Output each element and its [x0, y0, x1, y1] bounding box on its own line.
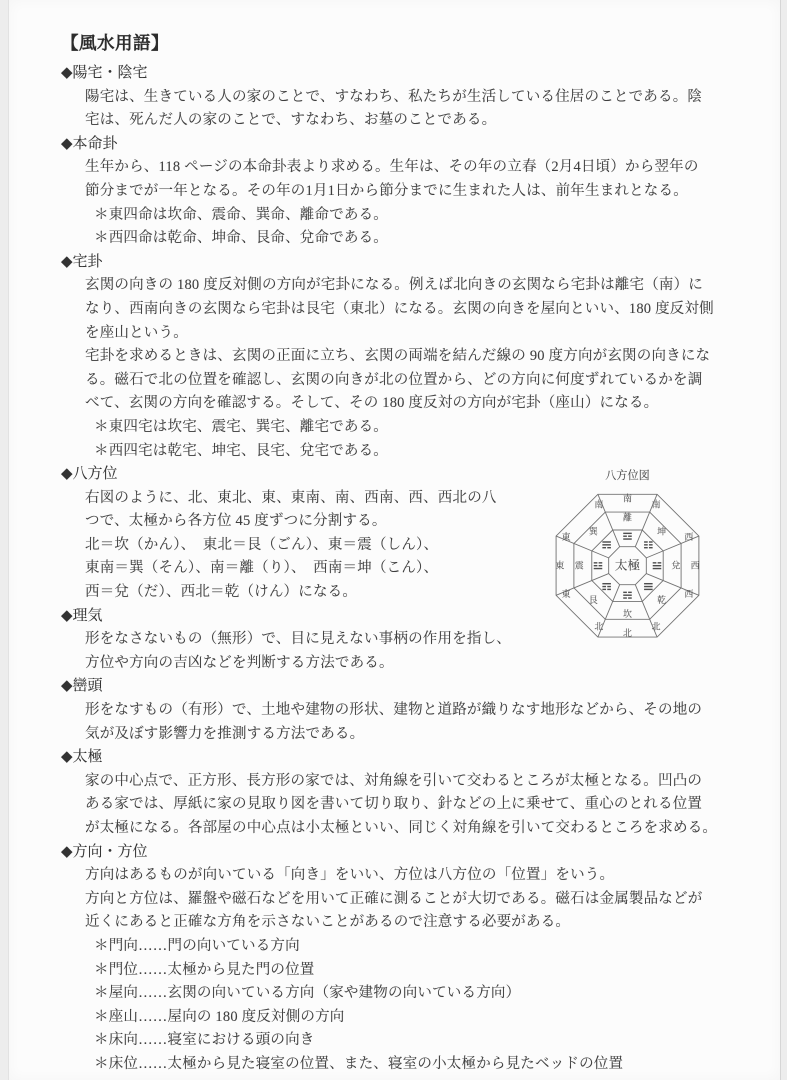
direction-northwest-label: 西 [684, 589, 694, 600]
text-line: ＊屋向……玄関の向いている方向（家や建物の向いている方向） [94, 985, 521, 1002]
text-line: 家の中心点で、正方形、長方形の家では、対角線を引いて交わるところが太極となる。凹凸の [85, 772, 703, 789]
section-heading-honmeika: ◆本命卦 [61, 135, 118, 152]
text-line: べて、玄関の方向を確認する。そして、その 180 度反対の方向が宅卦（座山）になる。 [85, 395, 659, 412]
section-heading-happoui: ◆八方位 [61, 466, 118, 483]
text-line: 近くにあると正確な方角を示さないことがあるので注意する必要がある。 [85, 914, 571, 931]
section-taikyoku [61, 746, 744, 840]
text-line: ＊西四宅は乾宅、坤宅、艮宅、兌宅である。 [94, 442, 388, 459]
direction-southeast-label: 東 [561, 532, 571, 543]
trigram-kan-label: 坎 [623, 609, 632, 620]
text-line: が太極になる。各部屋の中心点は小太極といい、同じく対角線を引いて交わるところを求める。 [85, 820, 718, 836]
trigram-gon-icon [602, 583, 611, 590]
text-line: ＊東四宅は坎宅、震宅、巽宅、離宅である。 [94, 418, 388, 435]
section-heading-houkou-houi: ◆方向・方位 [61, 843, 148, 860]
trigram-kon-label: 坤 [657, 526, 667, 537]
text-line: 西＝兌（だ）、西北＝乾（けん）になる。 [85, 584, 358, 601]
section-heading-youtaku-intaku: ◆陽宅・陰宅 [61, 65, 148, 81]
text-line: 右図のように、北、東北、東、東南、南、西南、西、西北の八 [85, 489, 497, 506]
text-line: 宅卦を求めるときは、玄関の正面に立ち、玄関の両端を結んだ線の 90 度方向が玄関の向きにな [85, 348, 711, 365]
text-line: 宅は、死んだ人の家のことで、すなわち、お墓のことである。 [85, 112, 497, 129]
direction-northeast-label: 東 [561, 589, 571, 600]
text-line: 生年から、118 ページの本命卦表より求める。生年は、その年の立春（2月4日頃）から翌年の [85, 159, 699, 176]
text-line: る。磁石で北の位置を確認し、玄関の向きが北の位置から、どの方向に何度ずれているかを調 [85, 371, 703, 388]
text-line: 北＝坎（かん）、 東北＝艮（ごん）、東＝震（しん）、 [85, 536, 439, 553]
direction-southeast-label: 南 [594, 499, 604, 510]
text-line: 東南＝巽（そん）、南＝離（り）、 西南＝坤（こん）、 [85, 560, 439, 577]
text-line: 陽宅は、生きている人の家のことで、すなわち、私たちが生活している住居のことである。陰 [85, 88, 703, 105]
direction-north-label: 北 [623, 627, 632, 638]
trigram-shin-label: 震 [574, 560, 584, 571]
section-heading-riki: ◆理気 [61, 607, 103, 624]
text-line: ＊西四命は乾命、坤命、艮命、兌命である。 [94, 230, 388, 247]
trigram-da-icon [653, 562, 662, 569]
section-honmeika [61, 133, 744, 251]
direction-south-label: 南 [623, 493, 632, 504]
text-line: ＊座山……屋向の 180 度反対側の方向 [94, 1008, 345, 1025]
text-line: ＊床位……太極から見た寝室の位置、また、寝室の小太極から見たベッドの位置 [94, 1055, 624, 1072]
eight-directions-figure [544, 465, 712, 643]
section-heading-ranto: ◆巒頭 [61, 678, 103, 695]
text-line: なり、西南向きの玄関なら宅卦は艮宅（東北）になる。玄関の向きを屋向といい、180 度反対側 [85, 300, 714, 317]
section-youtaku-intaku [61, 62, 744, 133]
scanned-page [8, 0, 781, 1080]
text-line: ＊床向……寝室における頭の向き [94, 1032, 315, 1049]
text-line: つで、太極から各方位 45 度ずつに分割する。 [85, 513, 387, 530]
diagram-center-label: 太極 [614, 558, 641, 573]
trigram-ri-icon [623, 533, 632, 540]
text-line: ＊門位……太極から見た門の位置 [94, 961, 315, 978]
text-line: ＊東四命は坎命、震命、巽命、離命である。 [94, 206, 388, 223]
trigram-ken-icon [644, 583, 653, 590]
trigram-kon-icon [644, 541, 653, 548]
trigram-son-icon [602, 541, 611, 548]
page-title: 【風水用語】 [61, 33, 169, 53]
document-content [61, 30, 744, 1077]
text-line: 形をなさないもの（無形）で、目に見えない事柄の作用を指し、 [85, 631, 512, 648]
text-line: 玄関の向きの 180 度反対側の方向が宅卦になる。例えば北向きの玄関なら宅卦は離宅（南）に [85, 277, 703, 294]
trigram-ken-label: 乾 [657, 594, 667, 605]
direction-east-label: 東 [555, 560, 565, 571]
trigram-son-label: 巽 [588, 526, 598, 537]
trigram-kan-icon [623, 592, 632, 599]
section-heading-taikyoku: ◆太極 [61, 749, 103, 766]
diagram-title: 八方位図 [605, 470, 650, 483]
text-line: を座山という。 [85, 324, 188, 341]
text-line: 気が及ぼす影響力を推測する方法である。 [85, 725, 365, 742]
text-line: 方位や方向の吉凶などを判断する方法である。 [85, 654, 394, 671]
trigram-da-label: 兌 [671, 560, 681, 571]
text-line: 方向と方位は、羅盤や磁石などを用いて正確に測ることが大切である。磁石は金属製品などが [85, 890, 703, 907]
direction-northeast-label: 北 [594, 621, 604, 632]
text-line: 形をなすもの（有形）で、土地や建物の形状、建物と道路が織りなす地形などから、その地の [85, 702, 703, 719]
direction-west-label: 西 [690, 560, 700, 571]
text-line: ＊門向……門の向いている方向 [94, 937, 300, 954]
section-takke [61, 251, 744, 463]
text-line: 節分までが一年となる。その年の1月1日から節分までに生まれた人は、前年生まれとなる。 [85, 182, 688, 199]
trigram-shin-icon [594, 562, 603, 569]
eight-directions-diagram [544, 465, 712, 648]
text-line: 方向はあるものが向いている「向き」をいい、方位は八方位の「位置」をいう。 [85, 867, 615, 884]
section-houkou-houi [61, 841, 744, 1077]
text-line: ある家では、厚紙に家の見取り図を書いて切り取り、針などの上に乗せて、重心のとれる位置 [85, 796, 703, 813]
section-heading-takke: ◆宅卦 [61, 253, 103, 270]
trigram-ri-label: 離 [623, 512, 632, 523]
section-ranto [61, 675, 744, 746]
trigram-gon-label: 艮 [588, 594, 598, 605]
direction-southwest-label: 西 [684, 532, 694, 543]
direction-southwest-label: 南 [651, 499, 661, 510]
direction-northwest-label: 北 [651, 621, 661, 632]
